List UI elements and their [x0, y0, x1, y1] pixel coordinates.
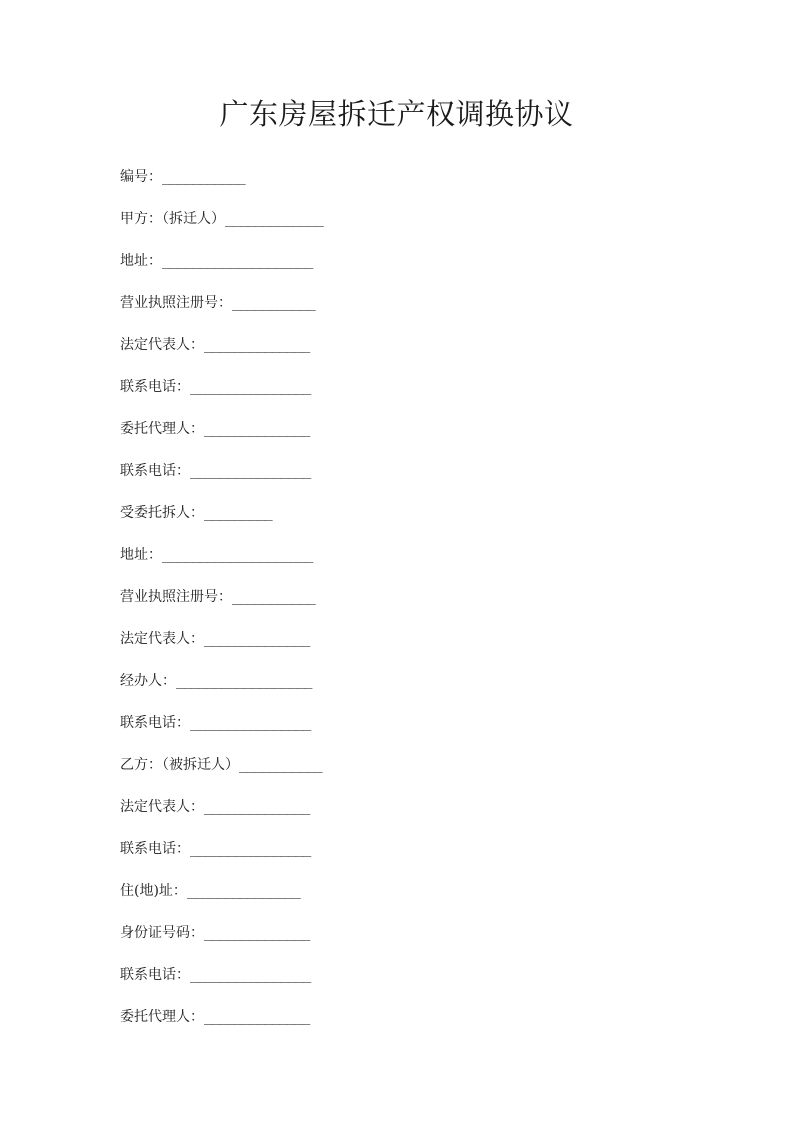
- fill-in-blank: ________________: [190, 379, 311, 395]
- fill-in-blank: ______________: [204, 1009, 310, 1025]
- field-entrusted-handler: [120, 668, 680, 710]
- fill-in-blank: ___________: [232, 589, 315, 605]
- fill-in-blank: ________________: [190, 841, 311, 857]
- fill-in-blank: ______________: [204, 337, 310, 353]
- fill-in-blank: _________: [204, 505, 272, 521]
- field-entrusted-license-number: [120, 584, 680, 626]
- field-label: 身份证号码：: [120, 925, 204, 941]
- field-label: 受委托拆人：: [120, 505, 204, 521]
- field-label: 住(地)址：: [120, 883, 187, 899]
- field-label: 联系电话：: [120, 841, 190, 857]
- field-label: 地址：: [120, 547, 162, 563]
- field-label: 经办人：: [120, 673, 176, 689]
- field-label: 法定代表人：: [120, 631, 204, 647]
- field-party-b-legal-representative: [120, 794, 680, 836]
- field-party-b-id-number: [120, 920, 680, 962]
- fill-in-blank: ________________: [190, 967, 311, 983]
- fill-in-blank: ______________: [204, 799, 310, 815]
- field-label: 委托代理人：: [120, 1009, 204, 1025]
- field-party-a-legal-representative: [120, 332, 680, 374]
- fill-in-blank: ____________________: [162, 253, 313, 269]
- field-entrusted-address: [120, 542, 680, 584]
- field-party-b: [120, 752, 680, 794]
- fill-in-blank: ______________: [204, 925, 310, 941]
- fill-in-blank: ____________________: [162, 547, 313, 563]
- field-label: 委托代理人：: [120, 421, 204, 437]
- field-label: 联系电话：: [120, 463, 190, 479]
- field-label: 甲方：（拆迁人）: [120, 211, 225, 227]
- field-party-a-address: [120, 248, 680, 290]
- fill-in-blank: _______________: [186, 883, 300, 899]
- field-label: 联系电话：: [120, 379, 190, 395]
- field-label: 营业执照注册号：: [120, 589, 232, 605]
- fill-in-blank: _____________: [225, 211, 323, 227]
- field-party-b-address: [120, 878, 680, 920]
- field-entrusted-legal-representative: [120, 626, 680, 668]
- field-party-a-phone: [120, 374, 680, 416]
- fill-in-blank: ________________: [190, 715, 311, 731]
- fill-in-blank: ______________: [204, 421, 310, 437]
- field-label: 地址：: [120, 253, 162, 269]
- fill-in-blank: ___________: [162, 169, 245, 185]
- field-party-a-license-number: [120, 290, 680, 332]
- field-party-b-phone: [120, 836, 680, 878]
- fill-in-blank: ________________: [190, 463, 311, 479]
- fill-in-blank: __________________: [176, 673, 312, 689]
- field-contract-number: [120, 164, 680, 206]
- field-entrusted-demolisher: [120, 500, 680, 542]
- field-label: 法定代表人：: [120, 337, 204, 353]
- field-party-a-agent: [120, 416, 680, 458]
- document-title: 广东房屋拆迁产权调换协议: [219, 97, 574, 131]
- field-label: 营业执照注册号：: [120, 295, 232, 311]
- field-label: 法定代表人：: [120, 799, 204, 815]
- fill-in-blank: ______________: [204, 631, 310, 647]
- field-party-b-contact-phone: [120, 962, 680, 1004]
- field-party-a: [120, 206, 680, 248]
- party-info-fields: [120, 164, 680, 1046]
- field-label: 乙方：（被拆迁人）: [120, 757, 239, 773]
- field-party-a-agent-phone: [120, 458, 680, 500]
- field-entrusted-phone: [120, 710, 680, 752]
- fill-in-blank: ___________: [232, 295, 315, 311]
- field-label: 联系电话：: [120, 967, 190, 983]
- field-party-b-agent: [120, 1004, 680, 1046]
- field-label: 编号：: [120, 169, 162, 185]
- field-label: 联系电话：: [120, 715, 190, 731]
- fill-in-blank: ___________: [239, 757, 322, 773]
